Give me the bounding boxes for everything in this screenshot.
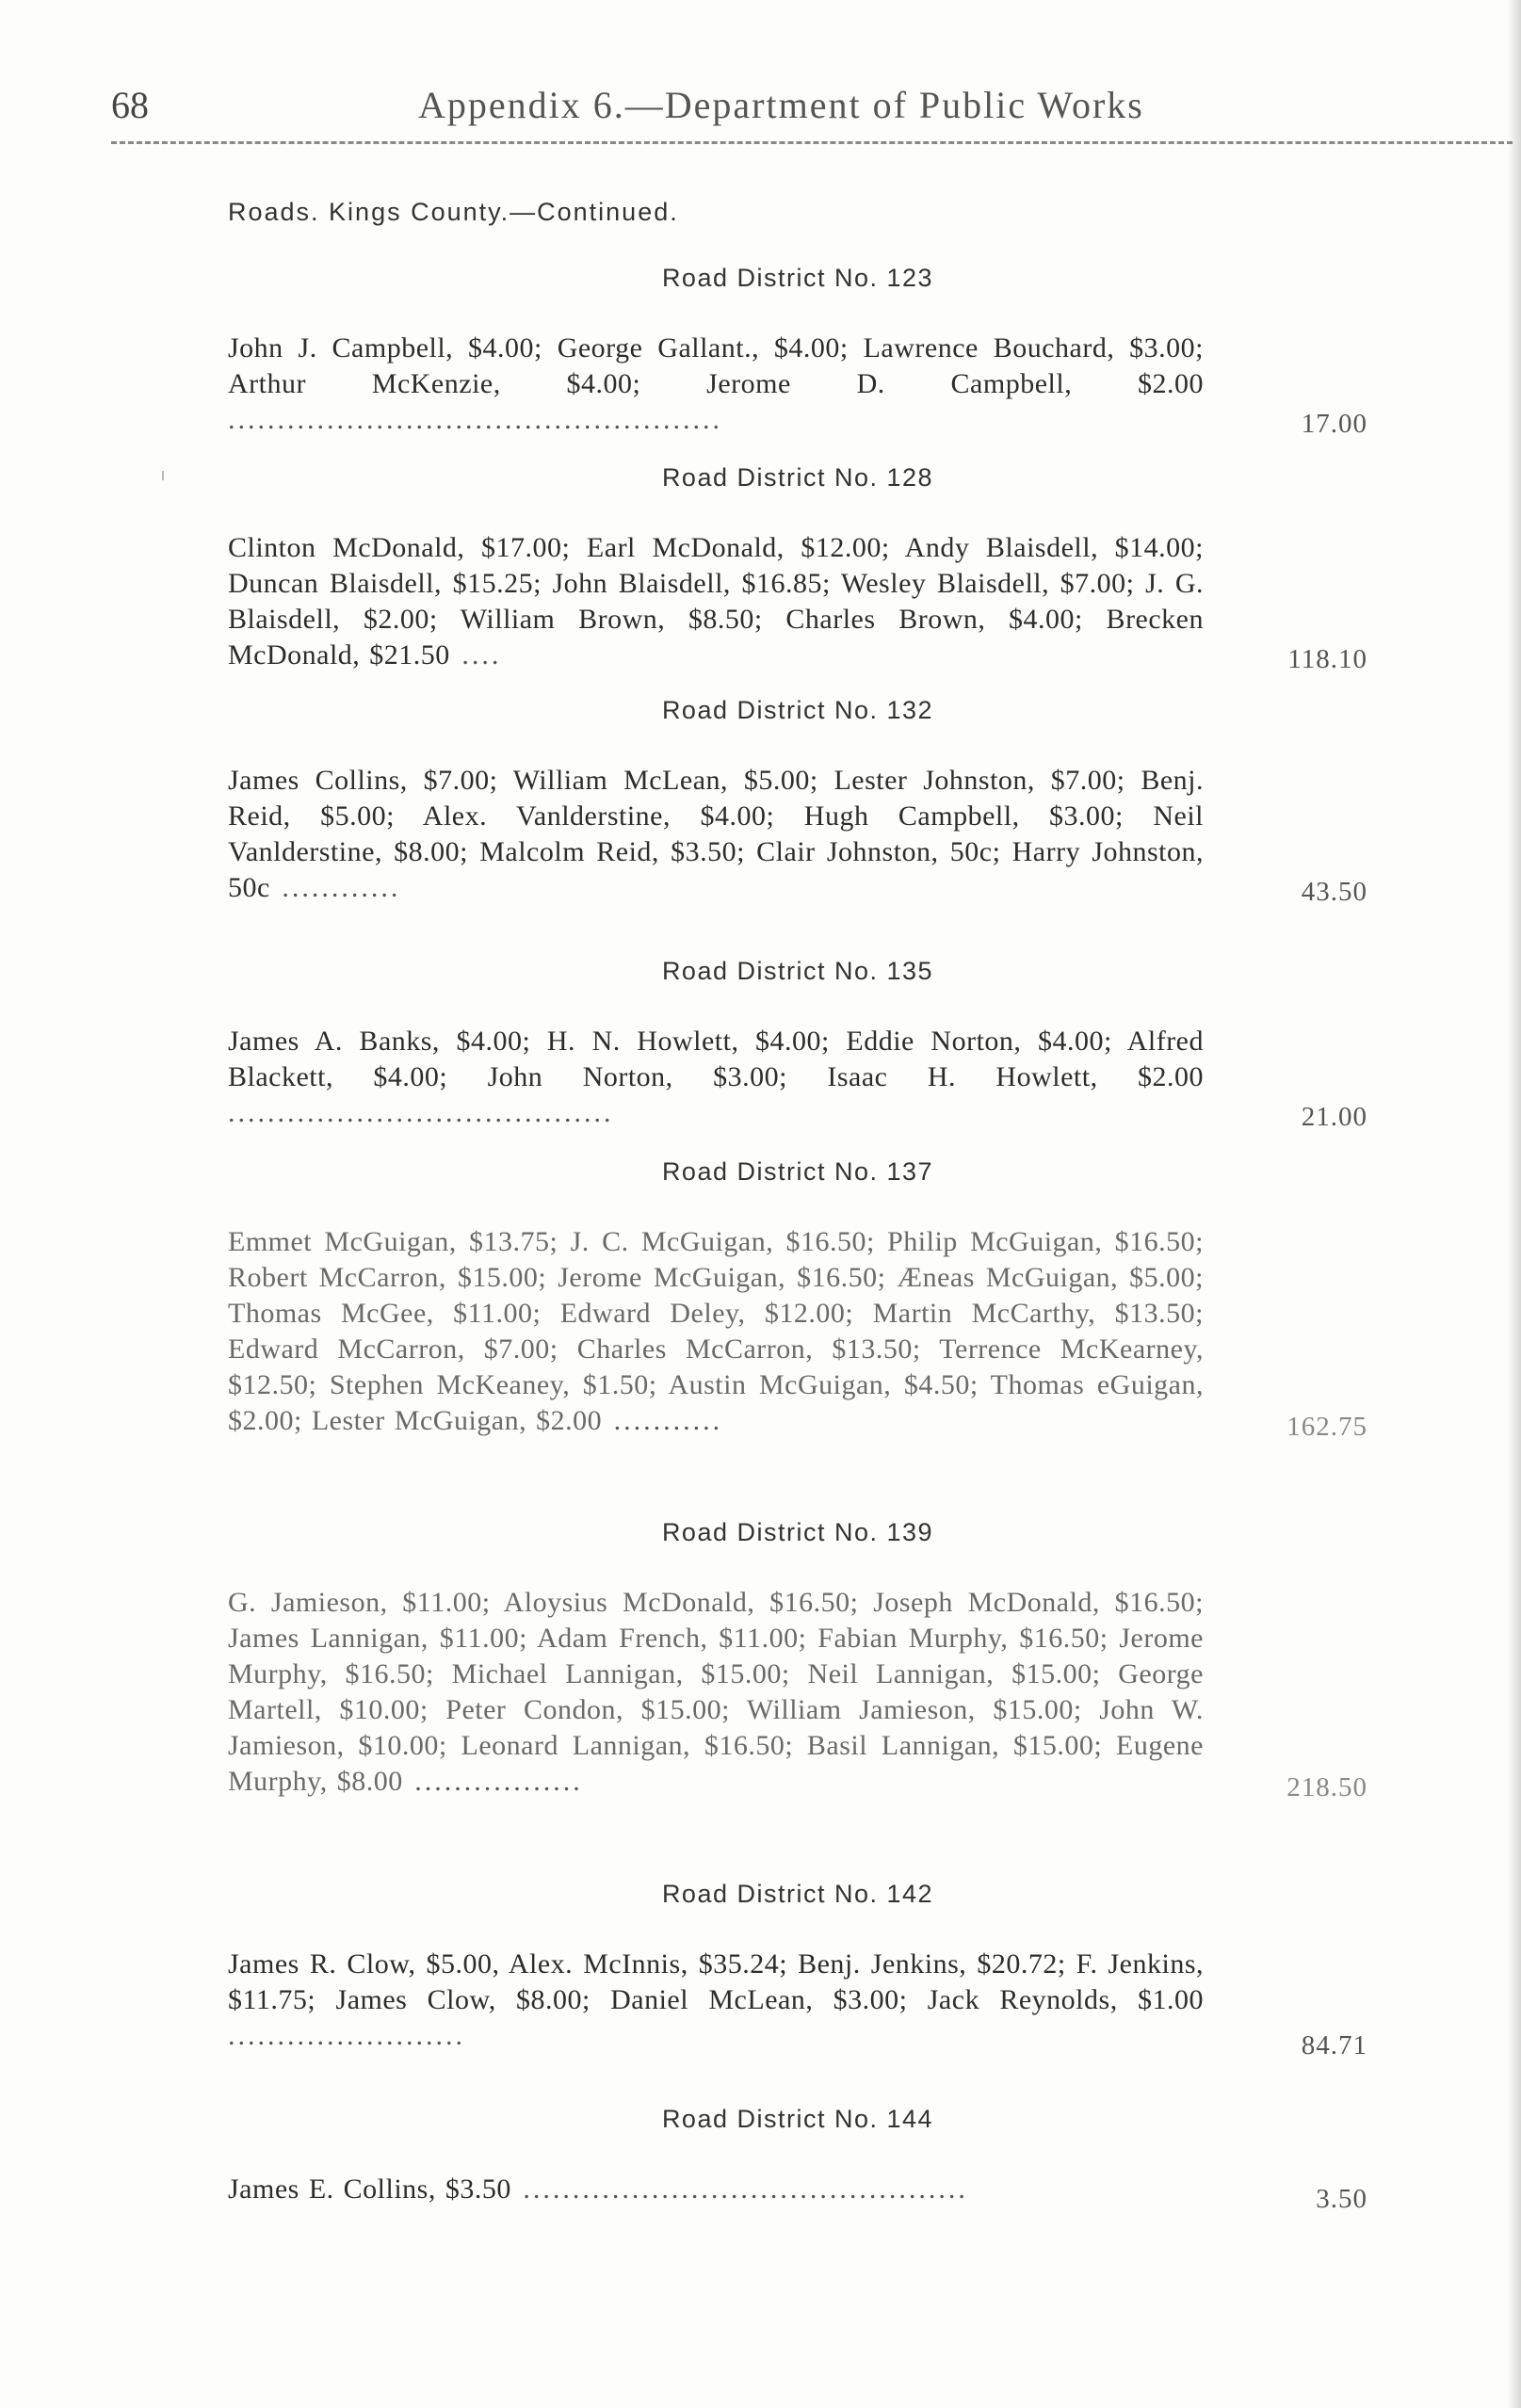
entry-text: James Collins, $7.00; William McLean, $5.00; Lester Johnston, $7.00; Benj. Reid, $5.00; Alex. Vanlderstine, $4.00; Hugh Campbell, $3.00; Neil Vanlderstine, $8.00; Malcolm Reid, $3.50; Clair Johnston, 50c; Harry Johnston, 50c: [228, 765, 1204, 903]
district-title: Road District No. 139: [661, 1518, 934, 1546]
district-title: Road District No. 142: [661, 1880, 934, 1908]
road-district-128: [228, 463, 1367, 673]
district-total: 218.50: [1286, 1772, 1367, 1802]
district-total: 162.75: [1286, 1412, 1367, 1442]
entry-text: G. Jamieson, $11.00; Aloysius McDonald, $16.50; Joseph McDonald, $16.50; James Lannigan, $11.00; Adam French, $11.00; Fabian Murphy, $16.50; Jerome Murphy, $16.50; Michael Lannigan, $15.00; Neil Lannigan, $15.00; George Martell, $10.00; Peter Condon, $15.00; William Jamieson, $15.00; John W. Jamieson, $10.00; Leonard Lannigan, $16.50; Basil Lannigan, $15.00; Eugene Murphy, $8.00: [228, 1587, 1204, 1797]
entry-text: Clinton McDonald, $17.00; Earl McDonald, $12.00; Andy Blaisdell, $14.00; Duncan Blaisdell, $15.25; John Blaisdell, $16.85; Wesley Blaisdell, $7.00; J. G. Blaisdell, $2.00; William Brown, $8.50; Charles Brown, $4.00; Brecken McDonald, $21.50: [228, 532, 1204, 671]
district-entries: [228, 331, 1204, 438]
dot-leader: .............................................: [510, 2174, 968, 2205]
district-entries: [228, 1947, 1204, 2054]
entry-text: Emmet McGuigan, $13.75; J. C. McGuigan, $16.50; Philip McGuigan, $16.50; Robert McCarron, $15.00; Jerome McGuigan, $16.50; Æneas McGuigan, $5.00; Thomas McGee, $11.00; Edward Deley, $12.00; Martin McCarthy, $13.50; Edward McCarron, $7.00; Charles McCarron, $13.50; Terrence McKearney, $12.50; Stephen McKeaney, $1.50; Austin McGuigan, $4.50; Thomas eGuigan, $2.00; Lester McGuigan, $2.00: [228, 1226, 1204, 1436]
section-heading: Roads. Kings County.—Continued.: [228, 198, 679, 226]
entry-text: John J. Campbell, $4.00; George Gallant., $4.00; Lawrence Bouchard, $3.00; Arthur McKenzie, $4.00; Jerome D. Campbell, $2.00: [228, 332, 1204, 399]
district-entries: [228, 1585, 1204, 1800]
dot-leader: ........................: [228, 2020, 465, 2051]
dot-leader: ............: [269, 872, 401, 903]
road-district-132: [228, 696, 1367, 906]
dot-leader: .......................................: [228, 1097, 614, 1128]
header-rule: [111, 141, 1513, 144]
road-district-135: [228, 957, 1367, 1131]
district-total: 17.00: [1301, 409, 1367, 439]
district-title: Road District No. 132: [661, 696, 934, 724]
district-total: 3.50: [1316, 2184, 1367, 2214]
page-number: 68: [111, 84, 149, 126]
district-total: 84.71: [1301, 2030, 1367, 2061]
district-title: Road District No. 128: [661, 463, 934, 492]
road-district-144: [228, 2105, 1367, 2214]
district-entries: [228, 1224, 1204, 1439]
district-title: Road District No. 144: [661, 2105, 934, 2133]
road-district-137: [228, 1157, 1367, 1442]
dot-leader: ..................................................: [228, 404, 722, 435]
dot-leader: ....: [449, 639, 502, 671]
road-district-139: [228, 1518, 1367, 1800]
road-district-123: [228, 264, 1367, 438]
district-total: 43.50: [1301, 877, 1367, 907]
entry-text: James A. Banks, $4.00; H. N. Howlett, $4.00; Eddie Norton, $4.00; Alfred Blackett, $4.00; John Norton, $3.00; Isaac H. Howlett, $2.00: [228, 1026, 1204, 1092]
district-entries: [228, 1024, 1204, 1131]
margin-mark: [162, 471, 164, 480]
district-entries: [228, 763, 1204, 906]
page-edge-shadow: [1508, 0, 1521, 2408]
road-district-142: [228, 1880, 1367, 2061]
district-total: 118.10: [1287, 644, 1367, 674]
page-header: [111, 83, 1505, 149]
district-title: Road District No. 123: [661, 264, 934, 292]
district-title: Road District No. 135: [661, 957, 934, 985]
entry-text: James E. Collins, $3.50: [228, 2174, 511, 2205]
district-entries: [228, 530, 1204, 673]
entry-text: James R. Clow, $5.00, Alex. McInnis, $35.24; Benj. Jenkins, $20.72; F. Jenkins, $11.75; James Clow, $8.00; Daniel McLean, $3.00; Jack Reynolds, $1.00: [228, 1948, 1204, 2015]
dot-leader: .................: [402, 1766, 583, 1797]
district-title: Road District No. 137: [661, 1157, 934, 1186]
dot-leader: ...........: [602, 1405, 723, 1436]
running-title: Appendix 6.—Department of Public Works: [418, 84, 1144, 126]
district-entries: [228, 2172, 1204, 2207]
district-total: 21.00: [1301, 1102, 1367, 1132]
